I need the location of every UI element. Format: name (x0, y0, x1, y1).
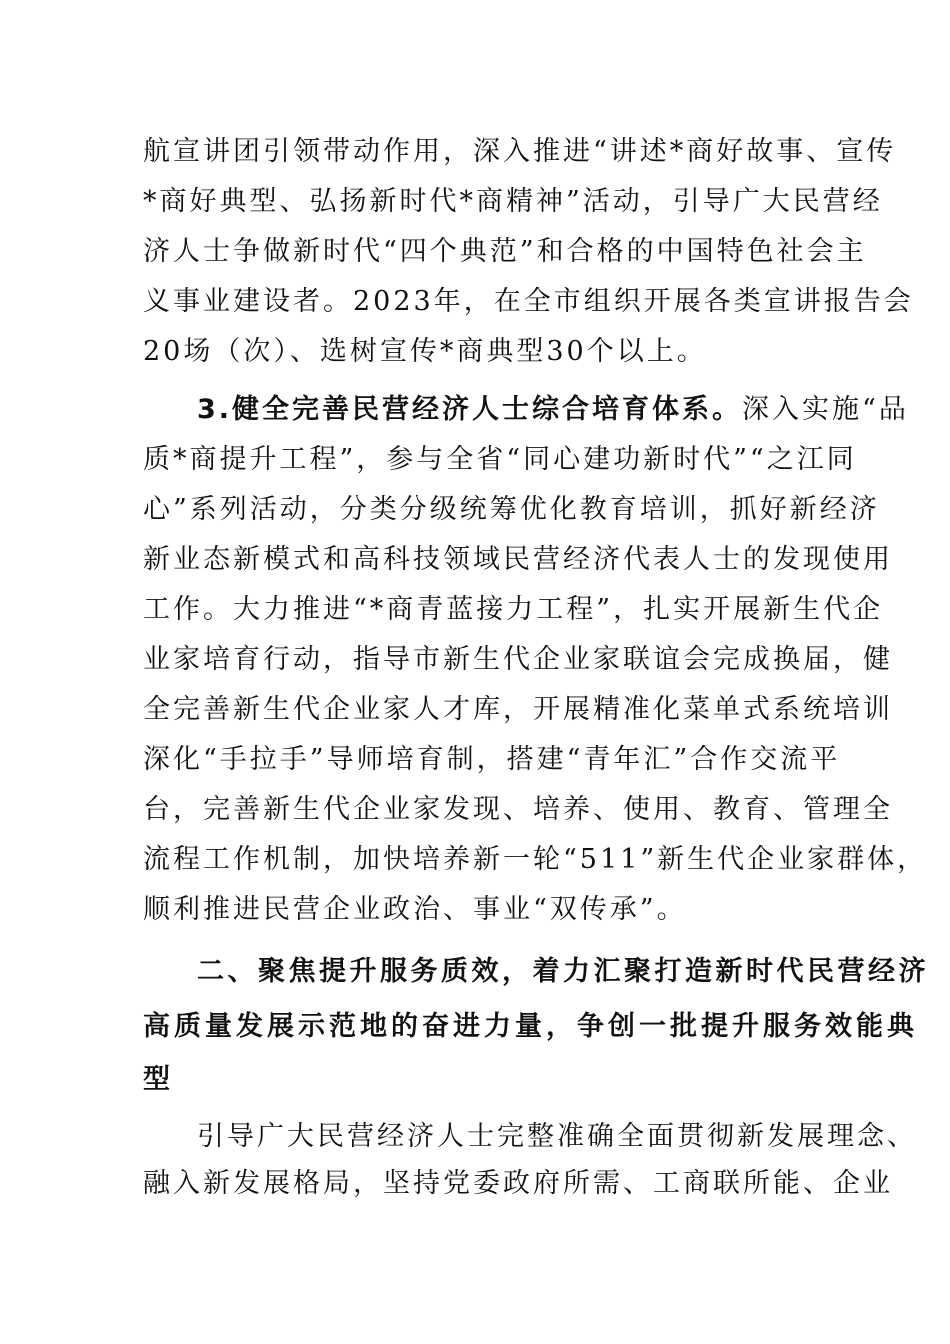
paragraph-lead-rest: 深入实施“品 (742, 394, 909, 425)
paragraph-lead-line (197, 393, 909, 427)
paragraph-line: 心”系列活动，分类分级统筹优化教育培训，抓好新经济 (143, 494, 880, 525)
paragraph-line: 深化“手拉手”导师培育制，搭建“青年汇”合作交流平 (143, 744, 841, 775)
section-heading-line: 型 (143, 1064, 174, 1095)
paragraph-line: 新业态新模式和高科技领域民营经济代表人士的发现使用 (143, 544, 893, 575)
paragraph-line: 融入新发展格局，坚持党委政府所需、工商联所能、企业 (143, 1168, 893, 1199)
paragraph-line: 引导广大民营经济人士完整准确全面贯彻新发展理念、 (197, 1121, 917, 1152)
paragraph-line: 20场（次）、选树宣传*商典型30个以上。 (143, 336, 707, 367)
paragraph-line: *商好典型、弘扬新时代*商精神”活动，引导广大民营经 (143, 186, 883, 217)
section-heading-line: 二、聚焦提升服务质效，着力汇聚打造新时代民营经济 (197, 956, 929, 987)
paragraph-line: 质*商提升工程”，参与全省“同心建功新时代”“之江同 (143, 444, 857, 475)
subheading-bold: 3.健全完善民营经济人士综合培育体系。 (197, 394, 743, 425)
section-heading-line: 高质量发展示范地的奋进力量，争创一批提升服务效能典 (143, 1011, 918, 1042)
paragraph-line: 业家培育行动，指导市新生代企业家联谊会完成换届，健 (143, 644, 893, 675)
paragraph-line: 全完善新生代企业家人才库，开展精准化菜单式系统培训 (143, 694, 893, 725)
paragraph-line: 义事业建设者。2023年，在全市组织开展各类宣讲报告会 (143, 286, 914, 317)
paragraph-line: 济人士争做新时代“四个典范”和合格的中国特色社会主 (143, 236, 867, 267)
paragraph-line: 顺利推进民营企业政治、事业“双传承”。 (143, 894, 687, 925)
paragraph-line: 工作。大力推进“*商青蓝接力工程”，扎实开展新生代企 (143, 594, 884, 625)
paragraph-line: 流程工作机制，加快培养新一轮“511”新生代企业家群体， (143, 844, 928, 875)
paragraph-line: 航宣讲团引领带动作用，深入推进“讲述*商好故事、宣传 (143, 136, 897, 167)
paragraph-line: 台，完善新生代企业家发现、培养、使用、教育、管理全 (143, 794, 893, 825)
